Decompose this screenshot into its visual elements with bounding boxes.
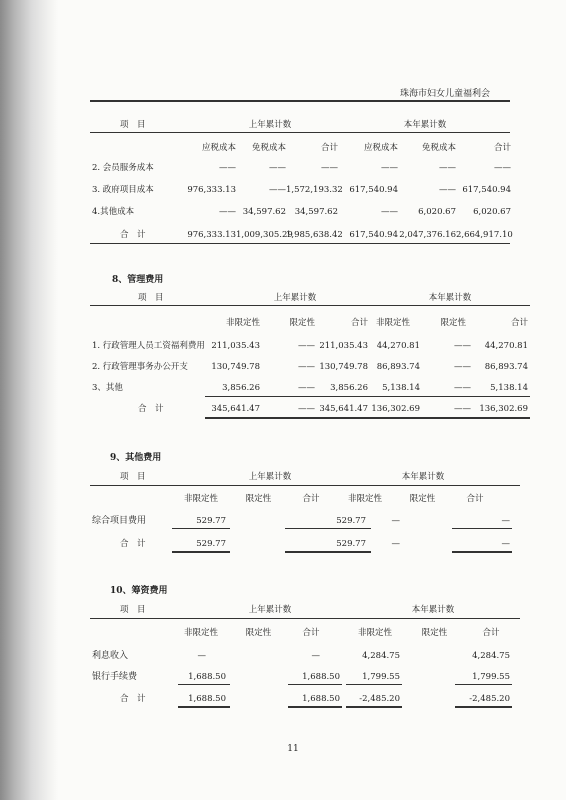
last-year-header: 上年累计数 xyxy=(273,293,317,303)
cell: 3,856.26 xyxy=(330,383,368,393)
cell: -2,485.20 xyxy=(469,694,510,704)
item-header: 项 目 xyxy=(120,120,146,130)
cell: 976,333.13 xyxy=(187,185,236,195)
cell: 4,284.75 xyxy=(472,651,510,661)
cell: —— xyxy=(454,341,471,351)
cell: —— xyxy=(439,163,456,173)
table-rule xyxy=(90,618,520,619)
cell: 1,688.50 xyxy=(302,672,340,682)
page-number: 11 xyxy=(287,744,299,754)
row-label: 利息收入 xyxy=(92,651,129,661)
column-header: 限定性 xyxy=(289,318,315,328)
column-header: 合计 xyxy=(302,628,320,638)
this-year-header: 本年累计数 xyxy=(403,120,447,130)
column-header: 非限定性 xyxy=(183,628,218,638)
item-header: 项 目 xyxy=(120,605,146,615)
total-double-rule xyxy=(455,706,512,708)
column-header: 合计 xyxy=(320,143,338,153)
cell: —— xyxy=(321,163,338,173)
total-double-rule xyxy=(346,706,402,708)
cell: 529.77 xyxy=(336,539,366,549)
cell: -2,485.20 xyxy=(359,694,400,704)
cell: 345,641.47 xyxy=(319,404,368,414)
subtotal-rule xyxy=(172,528,230,529)
last-year-header: 上年累计数 xyxy=(248,605,292,615)
column-header: 限定性 xyxy=(409,494,436,504)
cell: —— xyxy=(494,163,511,173)
column-header: 非限定性 xyxy=(225,318,260,328)
cell: 2,664,917.10 xyxy=(456,230,513,240)
cell: 44,270.81 xyxy=(376,341,420,351)
total-double-rule xyxy=(172,551,230,553)
cell: 86,893.74 xyxy=(376,362,420,372)
cell: —— xyxy=(381,163,398,173)
section-title: 9、其他费用 xyxy=(110,453,162,463)
column-header: 合计 xyxy=(493,143,511,153)
subtotal-rule xyxy=(205,396,530,397)
cell: 1,688.50 xyxy=(302,694,340,704)
cell: 617,540.94 xyxy=(462,185,511,195)
cell: —— xyxy=(439,185,456,195)
subtotal-rule xyxy=(285,528,371,529)
cell: 2,047,376.16 xyxy=(399,230,456,240)
total-label: 合 计 xyxy=(138,404,164,414)
item-header: 项 目 xyxy=(120,472,146,482)
cell: 529.77 xyxy=(336,516,366,526)
cell: 976,333.13 xyxy=(187,230,236,240)
cell: 130,749.78 xyxy=(211,362,260,372)
column-header: 合计 xyxy=(350,318,368,328)
total-double-rule xyxy=(178,706,230,708)
column-header: 限定性 xyxy=(245,494,272,504)
cell: 1,688.50 xyxy=(188,694,226,704)
table-rule xyxy=(90,485,520,486)
table-rule xyxy=(90,243,510,244)
row-label: 银行手续费 xyxy=(92,672,138,682)
row-label: 2. 会员服务成本 xyxy=(92,163,154,173)
subtotal-rule xyxy=(346,684,402,685)
cell: 34,597.62 xyxy=(242,207,286,217)
subtotal-rule xyxy=(455,684,512,685)
cell: 617,540.94 xyxy=(349,230,398,240)
total-label: 合 计 xyxy=(120,694,146,704)
column-header: 免税成本 xyxy=(251,143,286,153)
column-header: 限定性 xyxy=(440,318,466,328)
cell: 529.77 xyxy=(196,539,226,549)
section-title: 10、筹资费用 xyxy=(110,586,168,596)
total-double-rule xyxy=(452,551,512,553)
cell: 136,302.69 xyxy=(371,404,420,414)
row-label: 4.其他成本 xyxy=(92,207,135,217)
row-label: 2. 行政管理事务办公开支 xyxy=(92,362,188,372)
row-label: 3、其他 xyxy=(92,383,123,393)
cell: 1,799.55 xyxy=(362,672,400,682)
column-header: 合计 xyxy=(466,494,484,504)
cell: 6,020.67 xyxy=(473,207,511,217)
cell: 345,641.47 xyxy=(211,404,260,414)
cell: 617,540.94 xyxy=(349,185,398,195)
column-header: 合计 xyxy=(510,318,528,328)
column-header: 免税成本 xyxy=(421,143,456,153)
header-rule xyxy=(90,100,510,102)
cell: 6,020.67 xyxy=(418,207,456,217)
cell: —— xyxy=(219,163,236,173)
cell: —— xyxy=(298,404,315,414)
cell: —— xyxy=(298,362,315,372)
section-title: 8、管理费用 xyxy=(112,275,164,285)
total-double-rule xyxy=(205,417,530,419)
subtotal-rule xyxy=(452,528,512,529)
column-header: 非限定性 xyxy=(375,318,410,328)
total-double-rule xyxy=(285,551,371,553)
column-header: 非限定性 xyxy=(357,628,392,638)
table-rule xyxy=(90,305,530,306)
subtotal-rule xyxy=(288,684,342,685)
column-header: 限定性 xyxy=(421,628,448,638)
total-label: 合 计 xyxy=(120,230,146,240)
table-rule xyxy=(90,132,510,133)
organization-name: 珠海市妇女儿童福利会 xyxy=(400,89,491,99)
cell: —— xyxy=(454,362,471,372)
cell: —— xyxy=(269,163,286,173)
cell: 44,270.81 xyxy=(484,341,528,351)
cell: 1,985,638.42 xyxy=(286,230,343,240)
cell: —— xyxy=(298,341,315,351)
last-year-header: 上年累计数 xyxy=(248,120,292,130)
column-header: 合计 xyxy=(482,628,500,638)
column-header: 应税成本 xyxy=(201,143,236,153)
total-label: 合 计 xyxy=(120,539,146,549)
cell: — xyxy=(197,651,206,661)
row-label: 综合项目费用 xyxy=(92,516,147,526)
cell: — xyxy=(501,516,510,526)
cell: —— xyxy=(269,185,286,195)
column-header: 应税成本 xyxy=(363,143,398,153)
item-header: 项 目 xyxy=(138,293,164,303)
column-header: 非限定性 xyxy=(183,494,218,504)
cell: 211,035.43 xyxy=(211,341,260,351)
cell: —— xyxy=(298,383,315,393)
cell: 5,138.14 xyxy=(490,383,528,393)
cell: —— xyxy=(381,207,398,217)
cell: —— xyxy=(219,207,236,217)
cell: — xyxy=(311,651,320,661)
subtotal-rule xyxy=(178,684,230,685)
row-label: 3. 政府项目成本 xyxy=(92,185,154,195)
column-header: 限定性 xyxy=(245,628,272,638)
cell: — xyxy=(501,539,510,549)
this-year-header: 本年累计数 xyxy=(428,293,472,303)
cell: 3,856.26 xyxy=(222,383,260,393)
this-year-header: 本年累计数 xyxy=(401,472,445,482)
cell: — xyxy=(391,539,400,549)
cell: 1,009,305.29 xyxy=(236,230,293,240)
cell: —— xyxy=(454,404,471,414)
cell: 1,688.50 xyxy=(188,672,226,682)
cell: 5,138.14 xyxy=(382,383,420,393)
total-double-rule xyxy=(288,706,342,708)
binding-shadow xyxy=(0,0,58,800)
cell: 211,035.43 xyxy=(319,341,368,351)
last-year-header: 上年累计数 xyxy=(248,472,292,482)
cell: 130,749.78 xyxy=(319,362,368,372)
row-label: 1. 行政管理人员工资福利费用 xyxy=(92,341,205,351)
cell: 86,893.74 xyxy=(484,362,528,372)
cell: — xyxy=(391,516,400,526)
cell: 529.77 xyxy=(196,516,226,526)
cell: 4,284.75 xyxy=(362,651,400,661)
cell: 1,799.55 xyxy=(472,672,510,682)
cell: 34,597.62 xyxy=(294,207,338,217)
cell: —— xyxy=(454,383,471,393)
cell: 1,572,193.32 xyxy=(286,185,343,195)
cell: 136,302.69 xyxy=(479,404,528,414)
column-header: 非限定性 xyxy=(347,494,382,504)
column-header: 合计 xyxy=(302,494,320,504)
this-year-header: 本年累计数 xyxy=(411,605,455,615)
